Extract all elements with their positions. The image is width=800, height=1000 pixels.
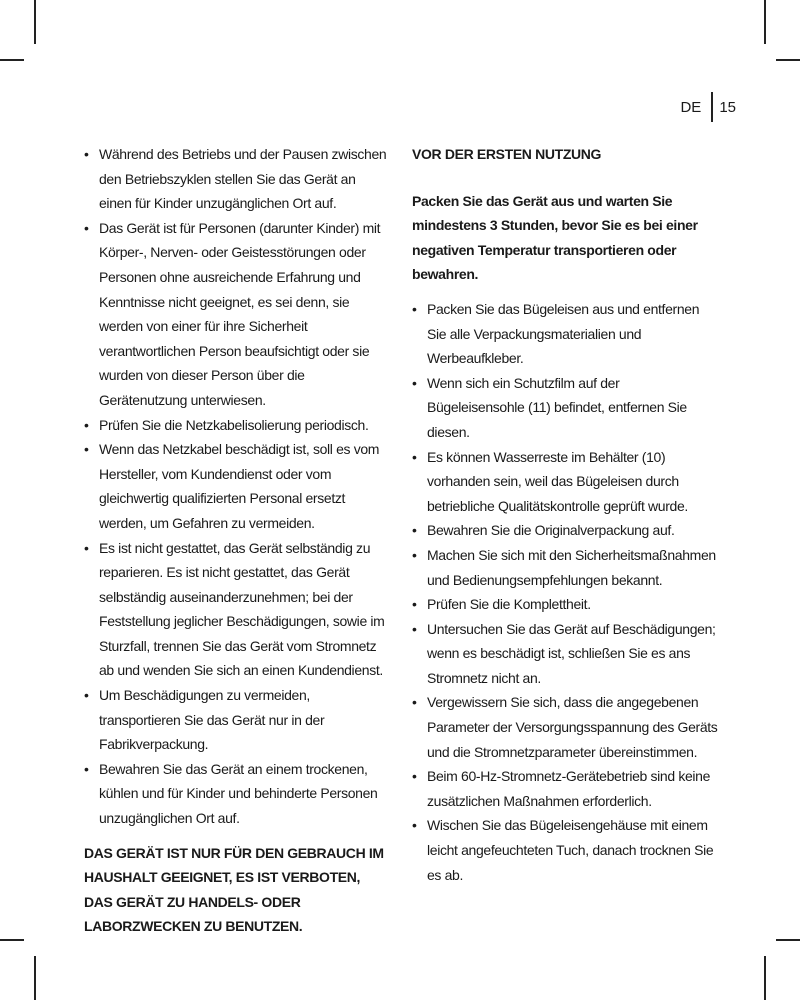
list-item: • Vergewissern Sie sich, dass die angegebenen Parameter der Versorgungsspannung des Geräts und die Stromnetzparameter übereinstimmen. [412,690,718,764]
list-item: • Das Gerät ist für Personen (darunter Kinder) mit Körper-, Nerven- oder Geistesstörungen oder Personen ohne ausreichende Erfahrung und Kenntnisse nicht geeignet, es sei denn, sie werden von einer für ihre Sicherheit verantwortlichen Person beaufsichtigt oder sie wurden von dieser Person über die Gerätenutzung unterwiesen. [84,216,390,413]
list-item: • Wischen Sie das Bügeleisengehäuse mit einem leicht angefeuchteten Tuch, danach trocknen Sie es ab. [412,813,718,887]
first-use-list [412,297,718,887]
left-column [84,142,390,939]
list-item: • Es können Wasserreste im Behälter (10) vorhanden sein, weil das Bügeleisen durch betriebliche Qualitätskontrolle geprüft wurde. [412,445,718,519]
header-divider [711,92,713,122]
crop-mark [776,939,800,941]
list-item: • Packen Sie das Bügeleisen aus und entfernen Sie alle Verpackungsmaterialien und Werbeaufkleber. [412,297,718,371]
crop-mark [776,59,800,61]
household-use-notice: DAS GERÄT IST NUR FÜR DEN GEBRAUCH IM HAUSHALT GEEIGNET, ES IST VERBOTEN, DAS GERÄT ZU HANDELS- ODER LABORZWECKEN ZU BENUTZEN. [84,844,384,935]
list-item: • Um Beschädigungen zu vermeiden, transportieren Sie das Gerät nur in der Fabrikverpackung. [84,683,390,757]
list-item: • Während des Betriebs und der Pausen zwischen den Betriebszyklen stellen Sie das Gerät an einen für Kinder unzugänglichen Ort auf. [84,142,390,216]
list-item: • Prüfen Sie die Komplettheit. [412,592,718,617]
list-item: • Wenn das Netzkabel beschädigt ist, soll es vom Hersteller, vom Kundendienst oder vom gleichwertig qualifizierten Personal ersetzt werden, um Gefahren zu vermeiden. [84,437,390,535]
safety-list [84,142,390,831]
list-item: • Es ist nicht gestattet, das Gerät selbständig zu reparieren. Es ist nicht gestattet, das Gerät selbständig auseinanderzunehmen; bei der Feststellung jeglicher Beschädigungen, sowie im Sturzfall, trennen Sie das Gerät vom Stromnetz ab und wenden Sie sich an einen Kundendienst. [84,536,390,684]
page-number: 15 [719,98,736,116]
list-item: • Beim 60-Hz-Stromnetz-Gerätebetrieb sind keine zusätzlichen Maßnahmen erforderlich. [412,764,718,813]
crop-mark [0,939,24,941]
list-item: • Wenn sich ein Schutzfilm auf der Bügeleisensohle (11) befindet, entfernen Sie diesen. [412,371,718,445]
crop-mark [34,956,36,1000]
page-header [680,92,736,122]
list-item: • Prüfen Sie die Netzkabelisolierung periodisch. [84,413,390,438]
list-item: • Machen Sie sich mit den Sicherheitsmaßnahmen und Bedienungsempfehlungen bekannt. [412,543,718,592]
list-item: • Bewahren Sie das Gerät an einem trockenen, kühlen und für Kinder und behinderte Personen unzugänglichen Ort auf. [84,757,390,831]
list-item: • Bewahren Sie die Originalverpackung auf. [412,518,718,543]
section-heading: VOR DER ERSTEN NUTZUNG [412,146,602,162]
crop-mark [764,956,766,1000]
crop-mark [0,59,24,61]
list-item: • Untersuchen Sie das Gerät auf Beschädigungen; wenn es beschädigt ist, schließen Sie es ans Stromnetz nicht an. [412,617,718,691]
right-column [412,142,718,887]
language-code: DE [680,98,702,116]
crop-mark [764,0,766,44]
section-intro: Packen Sie das Gerät aus und warten Sie mindestens 3 Stunden, bevor Sie es bei einer negativen Temperatur transportieren oder bewahren. [412,192,698,283]
crop-mark [34,0,36,44]
